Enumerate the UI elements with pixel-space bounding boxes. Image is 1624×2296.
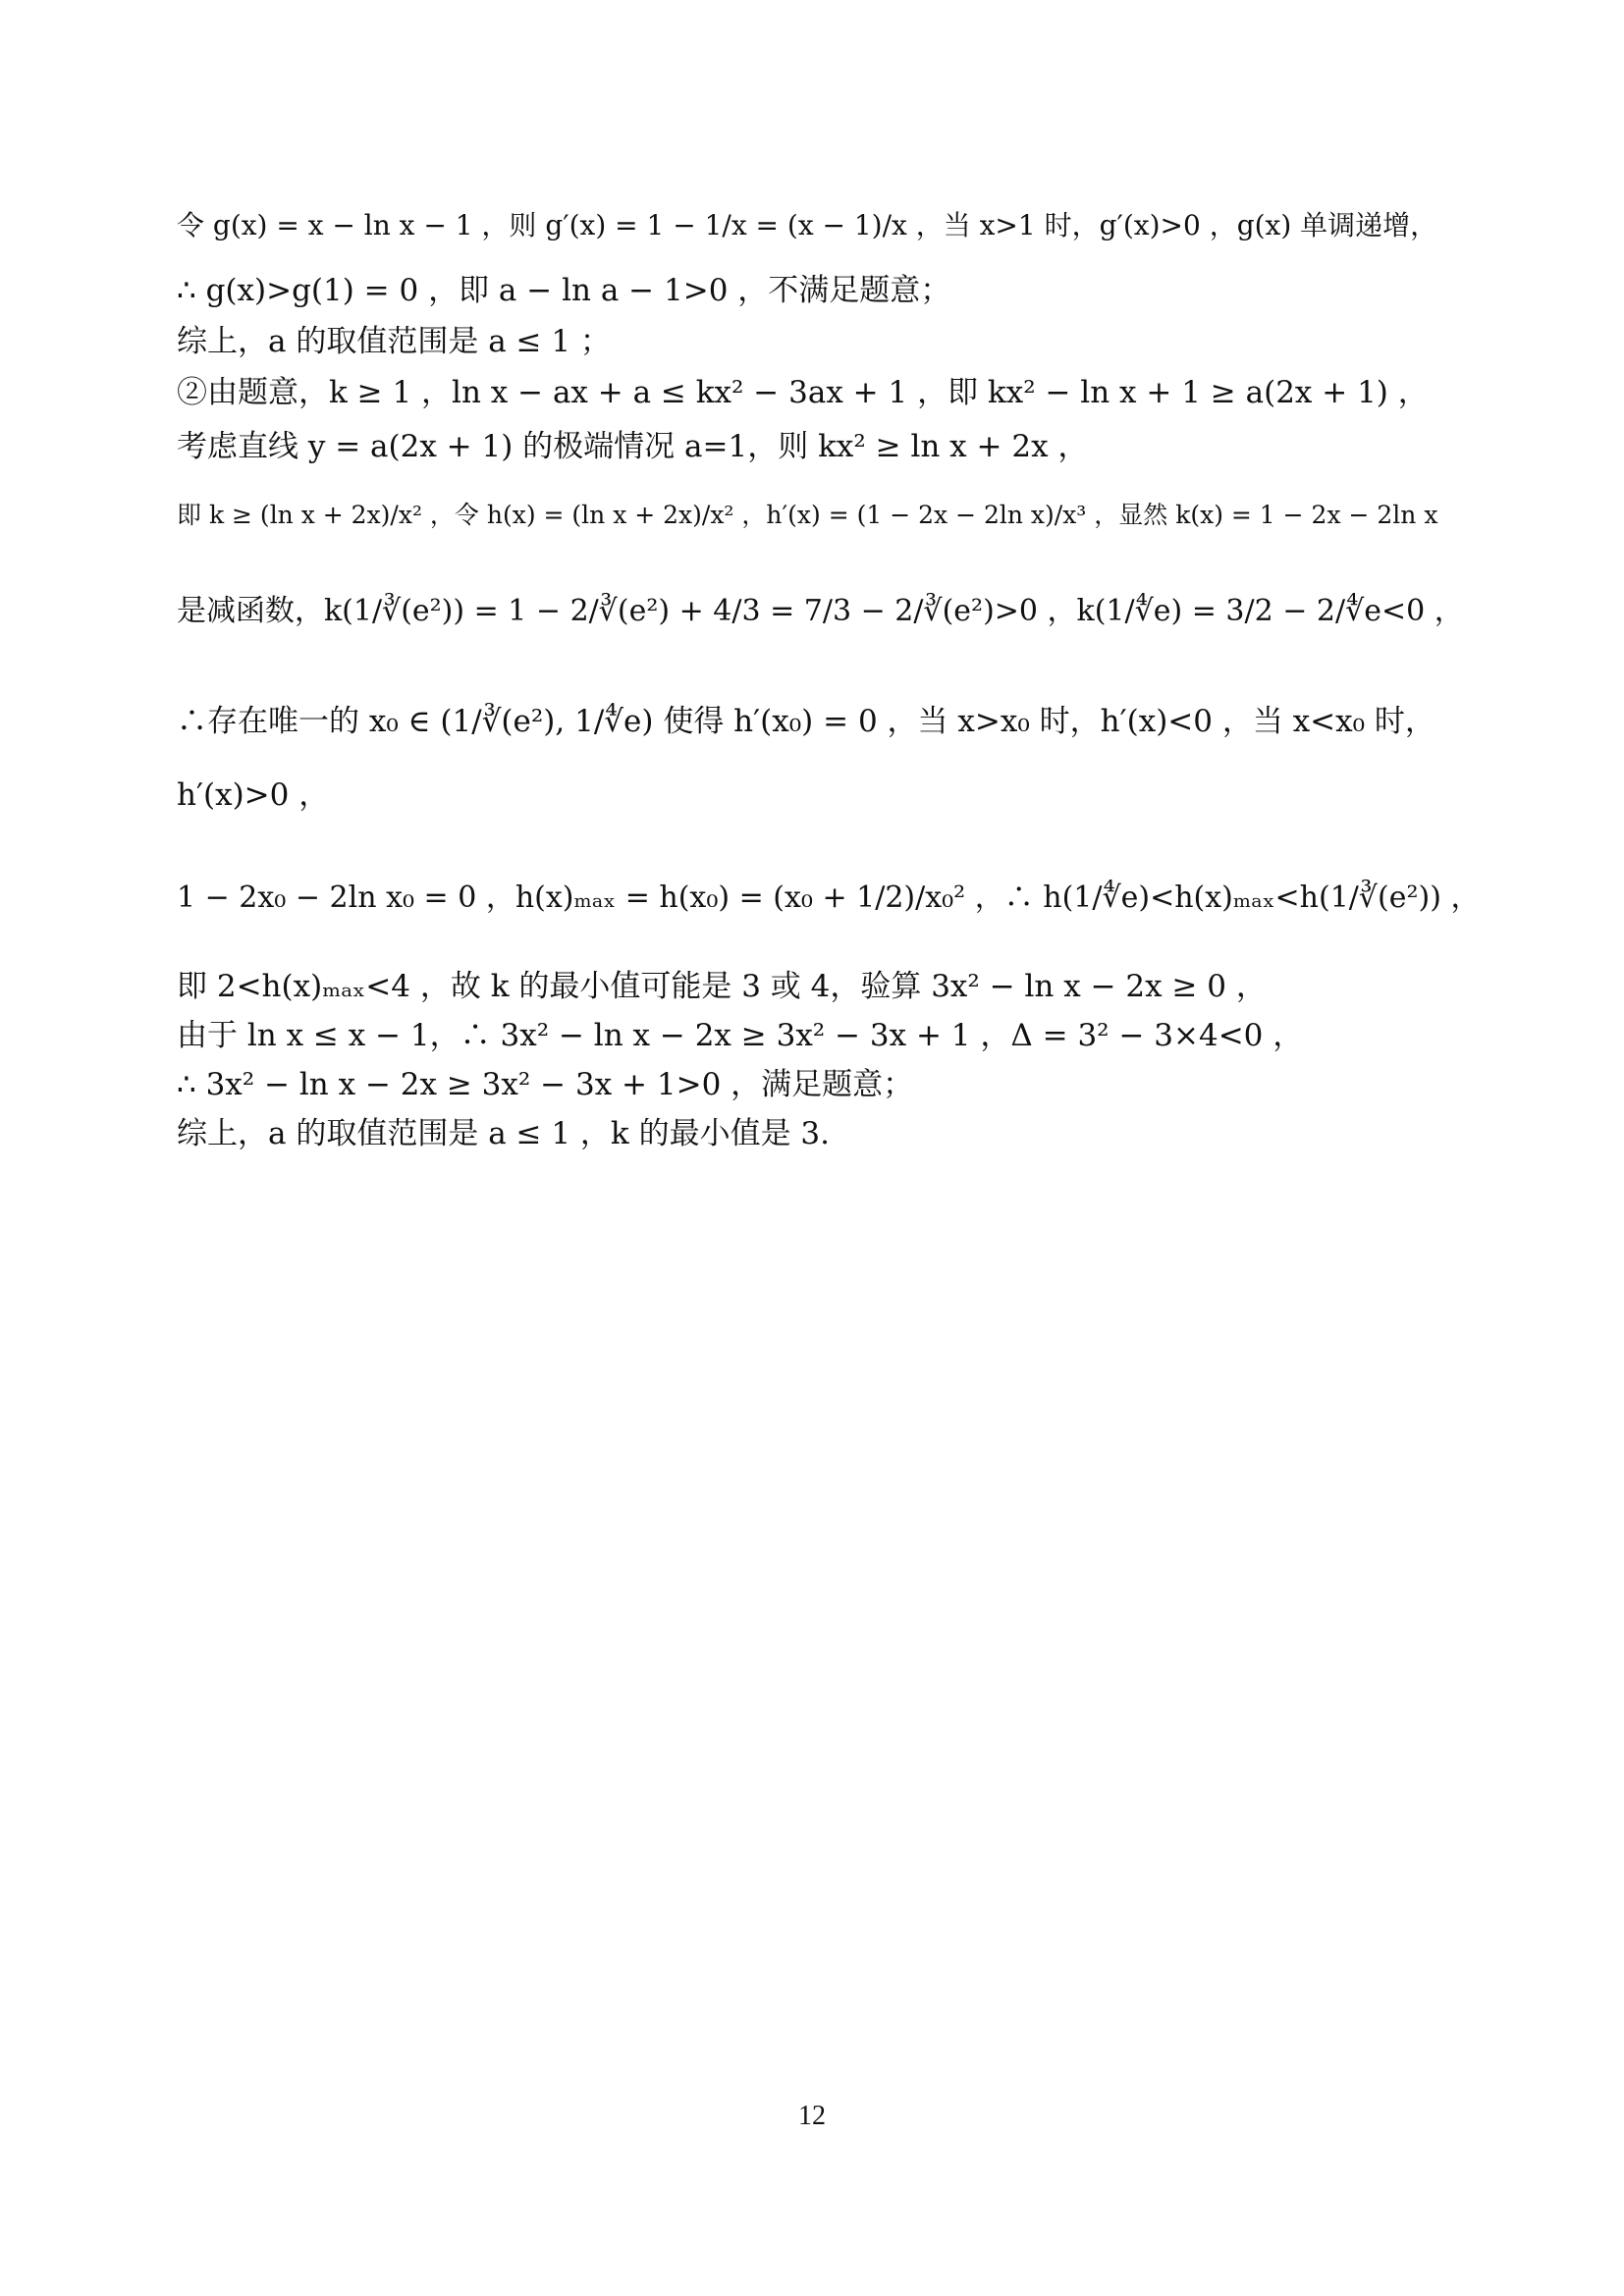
solution-line-2: ∴ g(x)>g(1) = 0 ，即 a − ln a − 1>0 ，不满足题意； [177,273,951,308]
solution-line-3: 综上，a 的取值范围是 a ≤ 1 ； [177,324,611,359]
solution-line-12: 由于 ln x ≤ x − 1，∴ 3x² − ln x − 2x ≥ 3x² − 3x + 1 ，Δ = 3² − 3×4<0 ， [177,1018,1304,1053]
solution-line-6: 即 k ≥ (ln x + 2x)/x² ，令 h(x) = (ln x + 2x)/x² ，h′(x) = (1 − 2x − 2ln x)/x³ ，显然 k(x) = 1 − 2x − 2ln x [177,501,1438,529]
solution-line-7: 是减函数，k(1/∛(e²)) = 1 − 2/∛(e²) + 4/3 = 7/3 − 2/∛(e²)>0 ，k(1/∜e) = 3/2 − 2/∜e<0 ， [177,594,1464,628]
solution-line-14: 综上，a 的取值范围是 a ≤ 1 ，k 的最小值是 3. [177,1116,830,1151]
solution-line-4: ②由题意，k ≥ 1 ，ln x − ax + a ≤ kx² − 3ax + 1 ，即 kx² − ln x + 1 ≥ a(2x + 1) ， [177,375,1429,410]
solution-line-10: 1 − 2x₀ − 2ln x₀ = 0 ，h(x)ₘₐₓ = h(x₀) = (x₀ + 1/2)/x₀² ，∴ h(1/∜e)<h(x)ₘₐₓ<h(1/∛(e²)) ， [177,881,1481,915]
solution-line-1: 令 g(x) = x − ln x − 1 ，则 g′(x) = 1 − 1/x = (x − 1)/x ，当 x>1 时，g′(x)>0 ，g(x) 单调递增， [177,209,1438,241]
page-number: 12 [798,2101,826,2131]
solution-line-9: h′(x)>0 ， [177,777,330,813]
solution-line-13: ∴ 3x² − ln x − 2x ≥ 3x² − 3x + 1>0 ，满足题意； [177,1067,914,1102]
solution-line-8: ∴存在唯一的 x₀ ∈ (1/∛(e²), 1/∜e) 使得 h′(x₀) = 0 ，当 x>x₀ 时，h′(x)<0 ，当 x<x₀ 时， [177,704,1435,739]
solution-line-5: 考虑直线 y = a(2x + 1) 的极端情况 a=1，则 kx² ≥ ln x + 2x ， [177,429,1089,464]
solution-line-11: 即 2<h(x)ₘₐₓ<4 ，故 k 的最小值可能是 3 或 4，验算 3x² − ln x − 2x ≥ 0 ， [177,969,1267,1004]
